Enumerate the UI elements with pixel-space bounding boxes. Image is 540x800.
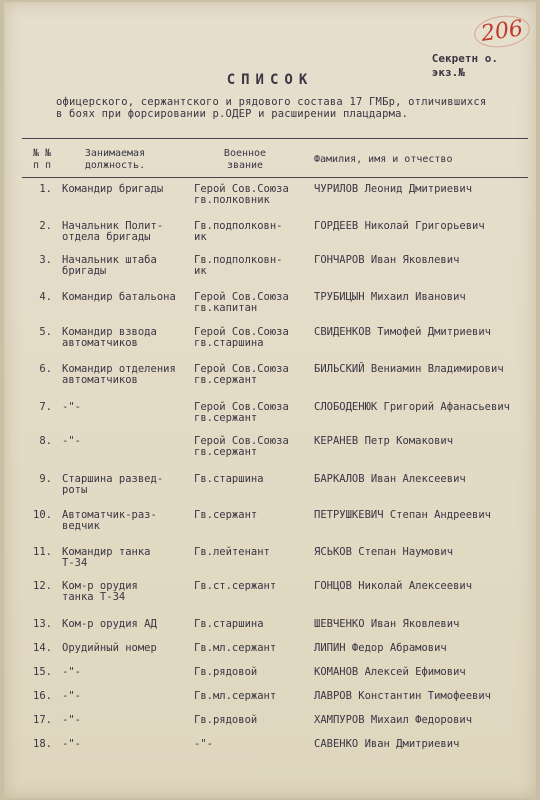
row-rank-line-1: Гв.сержант [194, 509, 258, 521]
row-position [62, 292, 197, 303]
row-position-line-2: Т-34 [62, 557, 88, 569]
row-number-line-1: 4. [39, 291, 52, 303]
row-rank-line-2: ик [194, 265, 207, 277]
row-rank-line-1: Гв.лейтенант [194, 546, 270, 558]
row-rank [194, 364, 309, 386]
row-number-line-1: 16. [33, 690, 52, 702]
row-number [24, 364, 52, 375]
row-number-line-1: 12. [33, 580, 52, 592]
row-rank [194, 221, 309, 243]
row-rank [194, 581, 309, 592]
archive-page-number: 206 [472, 12, 532, 50]
row-rank-line-2: ик [194, 231, 207, 243]
row-full-name-line-1: ТРУБИЦЫН Михаил Иванович [314, 291, 466, 303]
row-rank-line-2: гв.сержант [194, 374, 258, 386]
row-number [24, 581, 52, 592]
row-position [62, 402, 197, 413]
row-position [62, 436, 197, 447]
row-full-name-line-1: ГОНЧАРОВ Иван Яковлевич [314, 254, 460, 266]
copy-number-label: экз.№ [431, 66, 465, 79]
row-position [62, 364, 197, 386]
row-full-name [314, 691, 529, 702]
row-rank-line-1: -"- [194, 738, 213, 750]
table-top-rule [22, 138, 528, 139]
row-full-name [314, 255, 529, 266]
row-position [62, 221, 197, 243]
row-position-line-1: Орудийный номер [62, 642, 157, 654]
row-position-line-1: -"- [62, 666, 81, 678]
row-position [62, 643, 197, 654]
header-number-line-1: № № [32, 148, 52, 159]
row-rank [194, 715, 309, 726]
row-rank [194, 402, 309, 424]
row-number-line-1: 14. [33, 642, 52, 654]
row-full-name [314, 402, 529, 413]
row-number [24, 667, 52, 678]
row-position [62, 255, 197, 277]
row-position-line-1: Командир батальона [62, 291, 176, 303]
row-full-name [314, 739, 529, 750]
row-number [24, 255, 52, 266]
row-full-name [314, 581, 529, 592]
row-number-line-1: 8. [39, 435, 52, 447]
row-number-line-1: 5. [39, 326, 52, 338]
row-position-line-1: Начальник Полит- [62, 220, 164, 232]
document-title: СПИСОК [226, 72, 314, 88]
header-position [60, 148, 170, 172]
row-full-name-line-1: ЯСЬКОВ Степан Наумович [314, 546, 454, 558]
row-rank-line-1: Гв.старшина [194, 473, 264, 485]
secrecy-label: Секретн о. [431, 52, 498, 65]
row-number [24, 327, 52, 338]
row-rank [194, 667, 309, 678]
row-position-line-2: роты [62, 484, 88, 496]
row-rank-line-2: гв.капитан [194, 302, 258, 314]
row-number-line-1: 6. [39, 363, 52, 375]
row-full-name-line-1: СЛОБОДЕНЮК Григорий Афанасьевич [314, 401, 510, 413]
row-full-name [314, 547, 529, 558]
row-number-line-1: 2. [39, 220, 52, 232]
row-full-name-line-1: КОМАНОВ Алексей Ефимович [314, 666, 466, 678]
row-full-name-line-1: СВИДЕНКОВ Тимофей Дмитриевич [314, 326, 492, 338]
row-number [24, 510, 52, 521]
row-rank-line-1: Герой Сов.Союза [194, 291, 289, 303]
row-position-line-1: Ком-р орудия АД [62, 618, 157, 630]
row-full-name [314, 667, 529, 678]
row-rank [194, 255, 309, 277]
row-number-line-1: 15. [33, 666, 52, 678]
row-rank-line-2: гв.сержант [194, 446, 258, 458]
row-number [24, 184, 52, 195]
row-position-line-1: -"- [62, 714, 81, 726]
row-rank [194, 619, 309, 630]
row-full-name-line-1: КЕРАНЕВ Петр Комакович [314, 435, 454, 447]
row-rank [194, 510, 309, 521]
document-subtitle [56, 96, 516, 120]
row-position-line-1: Командир танка [62, 546, 151, 558]
row-rank-line-1: Гв.ст.сержант [194, 580, 277, 592]
row-number [24, 474, 52, 485]
row-position-line-1: -"- [62, 738, 81, 750]
row-rank-line-1: Гв.старшина [194, 618, 264, 630]
row-position-line-1: -"- [62, 401, 81, 413]
row-rank-line-1: Гв.подполковн- [194, 254, 283, 266]
row-number-line-1: 13. [33, 618, 52, 630]
row-position [62, 715, 197, 726]
row-full-name-line-1: ПЕТРУШКЕВИЧ Степан Андреевич [314, 509, 492, 521]
row-rank-line-1: Герой Сов.Союза [194, 435, 289, 447]
row-number [24, 715, 52, 726]
row-position-line-1: Командир отделения [62, 363, 176, 375]
row-position [62, 691, 197, 702]
row-position-line-1: Автоматчик-раз- [62, 509, 157, 521]
row-rank [194, 691, 309, 702]
row-rank-line-1: Гв.мл.сержант [194, 642, 277, 654]
row-full-name-line-1: ХАМПУРОВ Михаил Федорович [314, 714, 473, 726]
row-rank [194, 292, 309, 314]
row-position [62, 667, 197, 678]
row-position-line-1: Начальник штаба [62, 254, 157, 266]
row-rank-line-2: гв.сержант [194, 412, 258, 424]
row-number-line-1: 17. [33, 714, 52, 726]
row-number [24, 402, 52, 413]
row-full-name-line-1: ГОНЦОВ Николай Алексеевич [314, 580, 473, 592]
row-full-name-line-1: БИЛЬСКИЙ Вениамин Владимирович [314, 363, 504, 375]
row-full-name-line-1: ШЕВЧЕНКО Иван Яковлевич [314, 618, 460, 630]
row-full-name [314, 715, 529, 726]
row-rank-line-2: гв.старшина [194, 337, 264, 349]
row-position-line-1: Командир бригады [62, 183, 164, 195]
row-position [62, 547, 197, 569]
row-rank-line-1: Герой Сов.Союза [194, 401, 289, 413]
row-full-name [314, 474, 529, 485]
row-number-line-1: 3. [39, 254, 52, 266]
row-position [62, 581, 197, 603]
row-full-name [314, 510, 529, 521]
row-rank [194, 643, 309, 654]
row-full-name-line-1: ГОРДЕЕВ Николай Григорьевич [314, 220, 485, 232]
row-position-line-2: танка Т-34 [62, 591, 126, 603]
row-rank [194, 474, 309, 485]
table-header-rule [22, 177, 528, 178]
row-position-line-2: ведчик [62, 520, 100, 532]
row-number [24, 547, 52, 558]
row-rank-line-1: Гв.подполковн- [194, 220, 283, 232]
row-position [62, 739, 197, 750]
header-rank [200, 148, 290, 172]
row-full-name [314, 436, 529, 447]
header-rank-line-1: Военное [223, 148, 267, 159]
header-number-line-2: п п [32, 160, 52, 171]
row-rank-line-1: Герой Сов.Союза [194, 183, 289, 195]
row-full-name [314, 292, 529, 303]
row-full-name-line-1: БАРКАЛОВ Иван Алексеевич [314, 473, 466, 485]
row-number [24, 739, 52, 750]
row-rank-line-1: Гв.мл.сержант [194, 690, 277, 702]
header-name: Фамилия, имя и отчество [314, 154, 453, 165]
row-number-line-1: 1. [39, 183, 52, 195]
row-position [62, 327, 197, 349]
row-rank [194, 436, 309, 458]
row-full-name [314, 327, 529, 338]
row-number [24, 691, 52, 702]
row-position-line-1: Старшина развед- [62, 473, 164, 485]
row-full-name [314, 619, 529, 630]
row-number-line-1: 18. [33, 738, 52, 750]
header-position-line-1: Занимаемая [84, 148, 146, 159]
row-rank-line-1: Гв.рядовой [194, 714, 258, 726]
row-position [62, 619, 197, 630]
document-page [4, 2, 536, 798]
row-position-line-1: -"- [62, 690, 81, 702]
row-position-line-2: бригады [62, 265, 107, 277]
row-rank [194, 327, 309, 349]
row-position-line-2: автоматчиков [62, 374, 138, 386]
row-rank [194, 547, 309, 558]
row-position [62, 184, 197, 195]
row-number [24, 643, 52, 654]
header-number [22, 148, 62, 172]
row-position [62, 474, 197, 496]
row-rank [194, 184, 309, 206]
row-position [62, 510, 197, 532]
row-number-line-1: 9. [39, 473, 52, 485]
row-full-name-line-1: ЧУРИЛОВ Леонид Дмитриевич [314, 183, 473, 195]
row-rank [194, 739, 309, 750]
row-number [24, 292, 52, 303]
row-number-line-1: 11. [33, 546, 52, 558]
row-number-line-1: 7. [39, 401, 52, 413]
subtitle-line-1: офицерского, сержантского и рядового состава 17 ГМБр, отличившихся [56, 96, 487, 108]
row-number [24, 436, 52, 447]
row-full-name [314, 364, 529, 375]
header-position-line-2: должность. [84, 160, 146, 171]
row-position-line-2: отдела бригады [62, 231, 151, 243]
row-number [24, 221, 52, 232]
header-rank-line-2: звание [226, 160, 264, 171]
row-position-line-1: Ком-р орудия [62, 580, 138, 592]
subtitle-line-2: в боях при форсировании р.ОДЕР и расширении плацдарма. [56, 108, 409, 120]
row-rank-line-1: Гв.рядовой [194, 666, 258, 678]
row-full-name-line-1: ЛАВРОВ Константин Тимофеевич [314, 690, 492, 702]
row-rank-line-1: Герой Сов.Союза [194, 326, 289, 338]
row-full-name [314, 184, 529, 195]
row-full-name [314, 643, 529, 654]
row-rank-line-1: Герой Сов.Союза [194, 363, 289, 375]
row-position-line-1: -"- [62, 435, 81, 447]
row-rank-line-2: гв.полковник [194, 194, 270, 206]
row-number [24, 619, 52, 630]
row-number-line-1: 10. [33, 509, 52, 521]
row-full-name [314, 221, 529, 232]
row-full-name-line-1: ЛИПИН Федор Абрамович [314, 642, 447, 654]
row-position-line-2: автоматчиков [62, 337, 138, 349]
row-full-name-line-1: САВЕНКО Иван Дмитриевич [314, 738, 460, 750]
row-position-line-1: Командир взвода [62, 326, 157, 338]
